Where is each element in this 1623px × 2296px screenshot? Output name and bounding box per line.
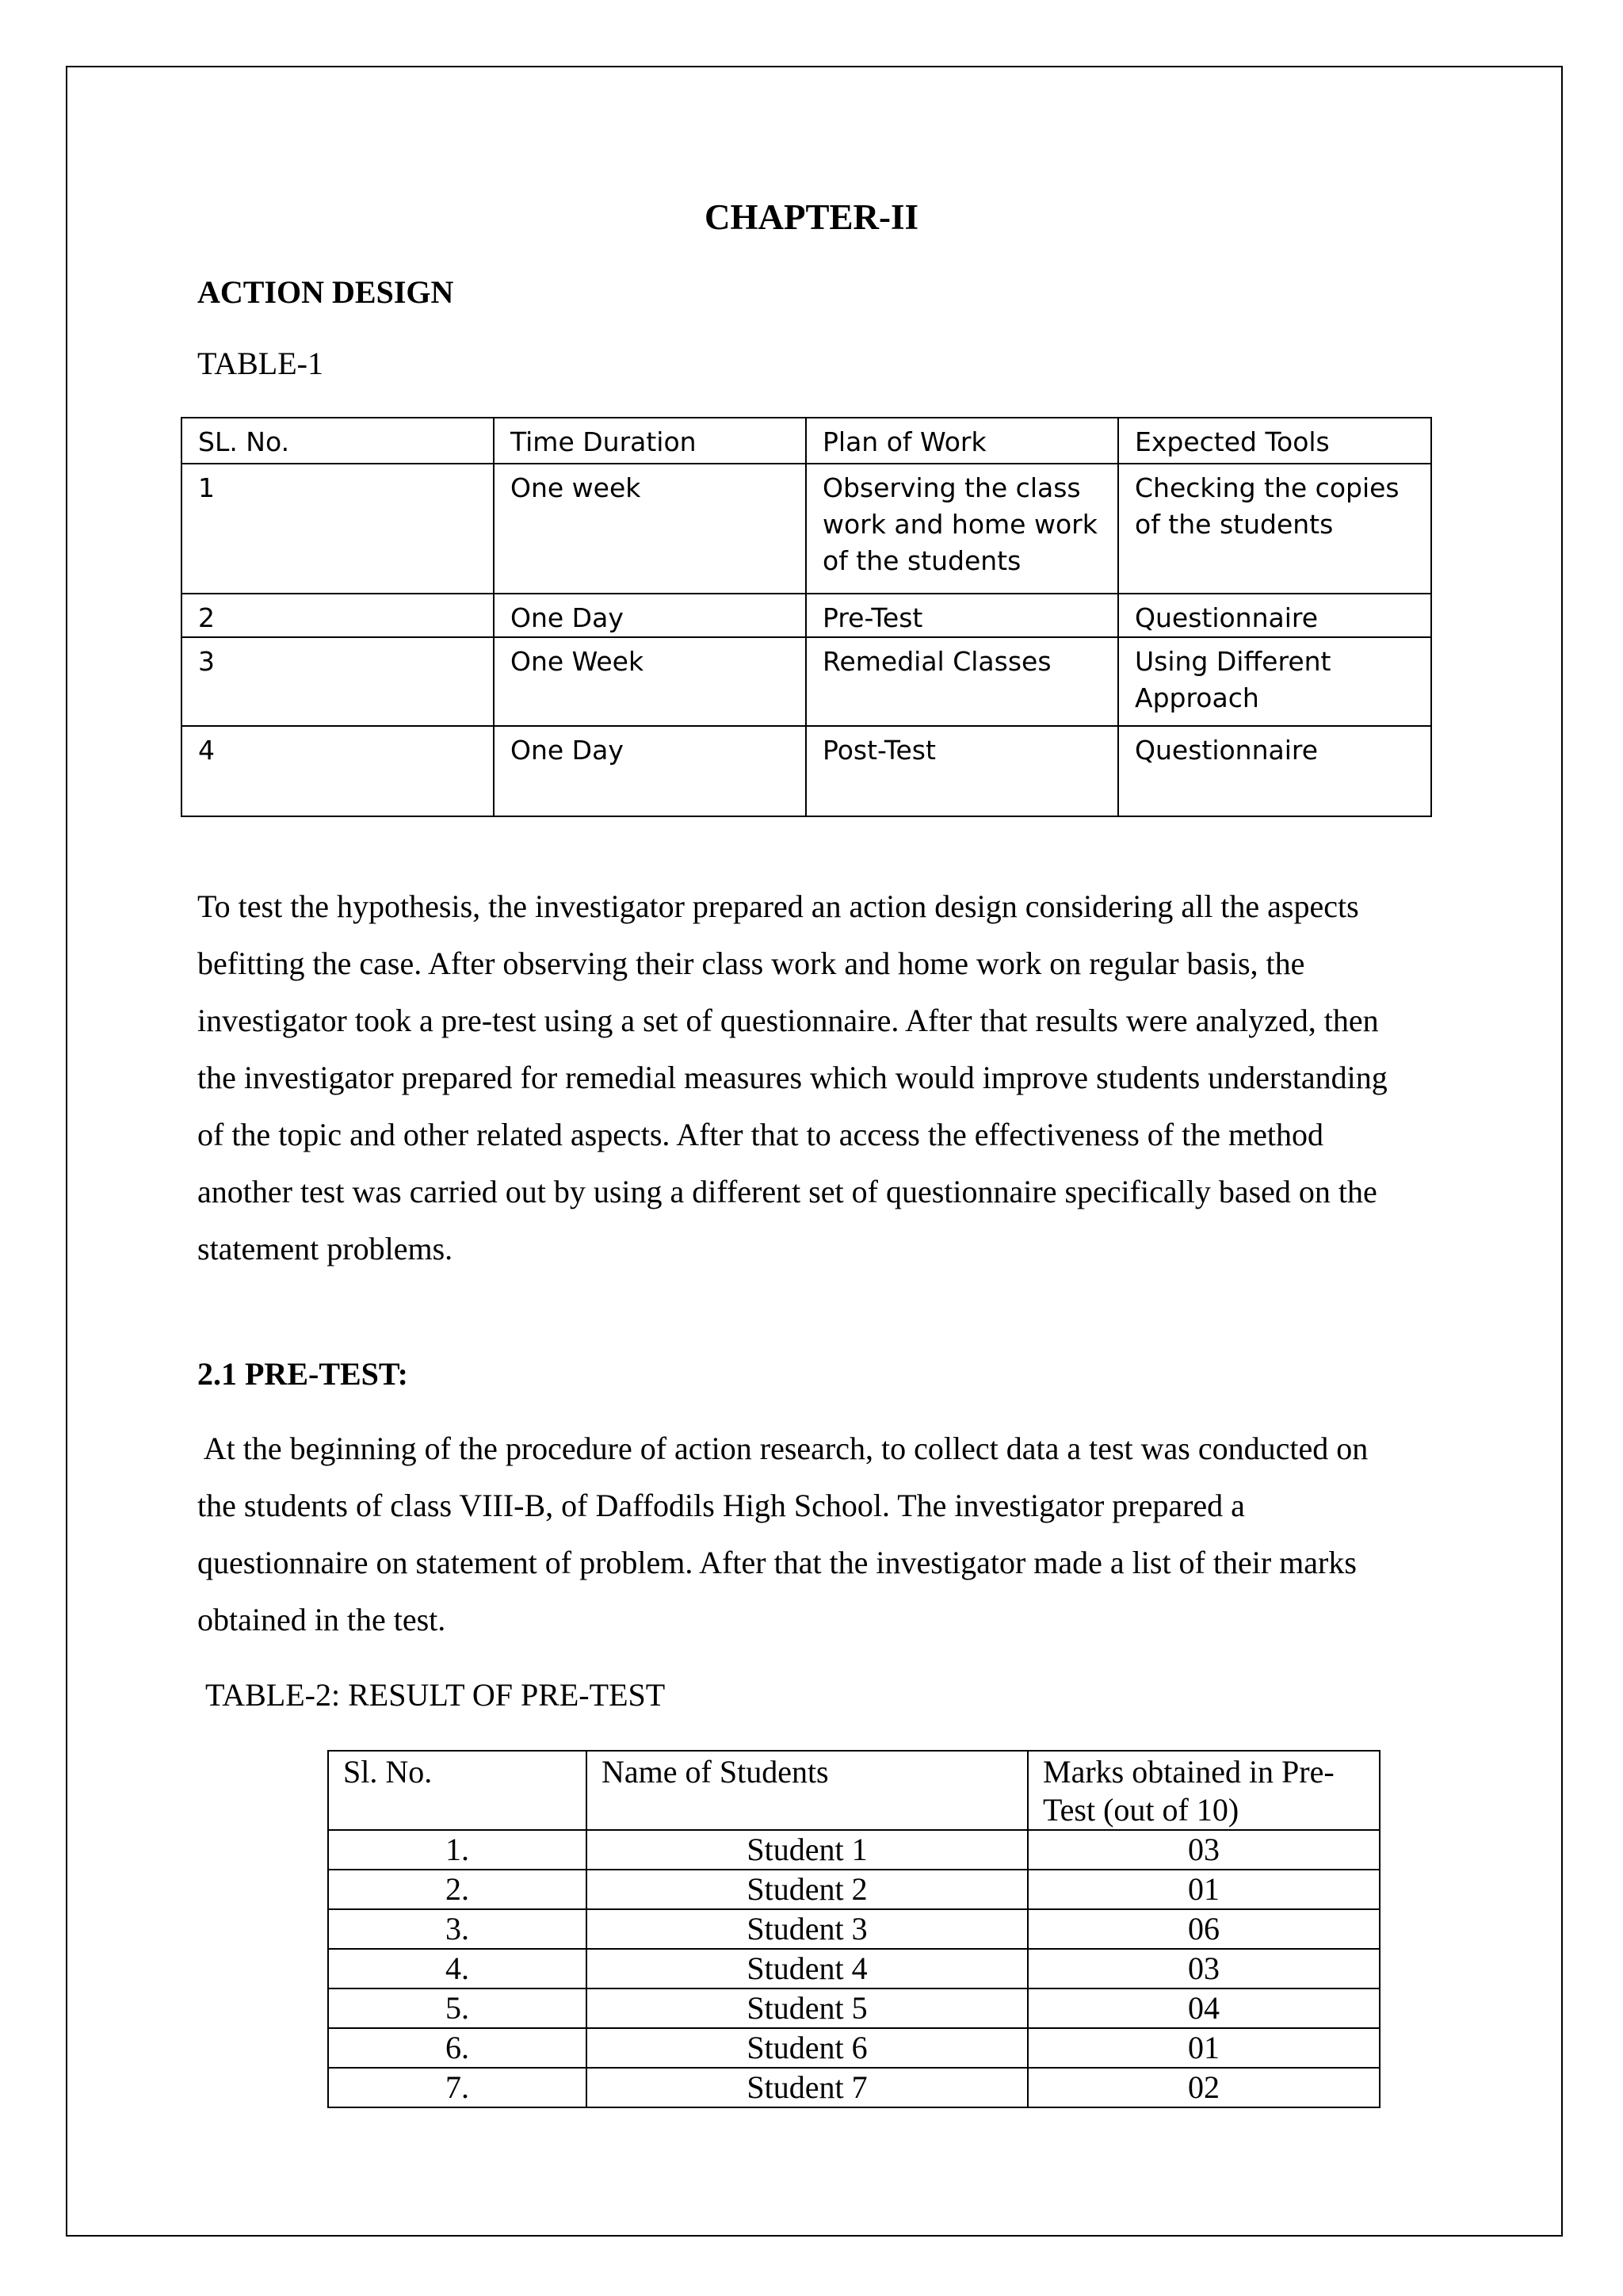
table-cell: Post-Test: [806, 726, 1118, 816]
table-cell: Checking the copies of the students: [1118, 464, 1431, 594]
action-design-table: [181, 417, 1432, 817]
paragraph-line: the students of class VIII-B, of Daffodils High School. The investigator prepared a: [197, 1488, 1245, 1523]
header-cell: Plan of Work: [806, 418, 1118, 464]
paragraph-line: questionnaire on statement of problem. After that the investigator made a list of their marks: [197, 1545, 1357, 1580]
table-cell: 06: [1028, 1909, 1380, 1949]
table-row: [328, 1949, 1380, 1988]
pretest-result-table: [327, 1750, 1381, 2108]
table-cell: One week: [494, 464, 806, 594]
paragraph-line: To test the hypothesis, the investigator prepared an action design considering all the aspects: [197, 888, 1359, 924]
table-row: [328, 1909, 1380, 1949]
table1-label: TABLE-1: [197, 346, 323, 381]
section-heading: ACTION DESIGN: [197, 274, 454, 310]
paragraph-line: investigator took a pre-test using a set of questionnaire. After that results were analyzed, then: [197, 1003, 1379, 1038]
table-header-row: [328, 1751, 1380, 1830]
table-cell: Questionnaire: [1118, 726, 1431, 816]
action-design-paragraph: [197, 878, 1442, 1278]
table-cell: Questionnaire: [1118, 594, 1431, 637]
table-cell: Observing the class work and home work of the students: [806, 464, 1118, 594]
table-cell: Student 1: [586, 1830, 1028, 1870]
table-row: [328, 1830, 1380, 1870]
table-cell: Student 5: [586, 1988, 1028, 2028]
table-cell: Student 3: [586, 1909, 1028, 1949]
table-cell: 01: [1028, 2028, 1380, 2068]
table-cell: One Day: [494, 594, 806, 637]
table-cell: 5.: [328, 1988, 586, 2028]
table-cell: 01: [1028, 1870, 1380, 1909]
table-cell: 3.: [328, 1909, 586, 1949]
paragraph-line: At the beginning of the procedure of action research, to collect data a test was conducted on: [197, 1431, 1369, 1466]
table-cell: 02: [1028, 2068, 1380, 2107]
header-cell: SL. No.: [181, 418, 494, 464]
table-cell: 1: [181, 464, 494, 594]
header-cell: Marks obtained in Pre-Test (out of 10): [1028, 1751, 1380, 1830]
table-cell: 2.: [328, 1870, 586, 1909]
header-cell: Expected Tools: [1118, 418, 1431, 464]
table-cell: One Day: [494, 726, 806, 816]
table-cell: 6.: [328, 2028, 586, 2068]
table-row: [181, 594, 1431, 637]
paragraph-line: statement problems.: [197, 1231, 453, 1266]
pretest-heading: 2.1 PRE-TEST:: [197, 1356, 408, 1392]
chapter-title: CHAPTER-II: [704, 197, 919, 237]
paragraph-line: another test was carried out by using a different set of questionnaire specifically based on the: [197, 1174, 1377, 1209]
table-cell: 03: [1028, 1830, 1380, 1870]
table-header-row: [181, 418, 1431, 464]
paragraph-line: the investigator prepared for remedial measures which would improve students understanding: [197, 1060, 1388, 1095]
table-cell: Student 2: [586, 1870, 1028, 1909]
table-row: [328, 2028, 1380, 2068]
table-cell: 03: [1028, 1949, 1380, 1988]
table-cell: 4: [181, 726, 494, 816]
header-cell: Name of Students: [586, 1751, 1028, 1830]
table-cell: 04: [1028, 1988, 1380, 2028]
table-cell: 7.: [328, 2068, 586, 2107]
table-row: [181, 464, 1431, 594]
table-cell: One Week: [494, 637, 806, 726]
table-cell: 4.: [328, 1949, 586, 1988]
table-cell: 1.: [328, 1830, 586, 1870]
table-cell: Remedial Classes: [806, 637, 1118, 726]
paragraph-line: befitting the case. After observing their class work and home work on regular basis, the: [197, 946, 1305, 981]
table-cell: Student 7: [586, 2068, 1028, 2107]
table-row: [328, 2068, 1380, 2107]
table-row: [328, 1988, 1380, 2028]
table-cell: Student 6: [586, 2028, 1028, 2068]
table-cell: 3: [181, 637, 494, 726]
pretest-paragraph: [197, 1420, 1442, 1648]
paragraph-line: obtained in the test.: [197, 1602, 446, 1637]
paragraph-line: of the topic and other related aspects. After that to access the effectiveness of the method: [197, 1117, 1323, 1152]
table2-label: TABLE-2: RESULT OF PRE-TEST: [205, 1677, 666, 1713]
table-cell: Student 4: [586, 1949, 1028, 1988]
table-cell: Pre-Test: [806, 594, 1118, 637]
table-cell: Using Different Approach: [1118, 637, 1431, 726]
table-row: [181, 726, 1431, 816]
table-row: [328, 1870, 1380, 1909]
header-cell: Time Duration: [494, 418, 806, 464]
table-cell: 2: [181, 594, 494, 637]
table-row: [181, 637, 1431, 726]
header-cell: Sl. No.: [328, 1751, 586, 1830]
